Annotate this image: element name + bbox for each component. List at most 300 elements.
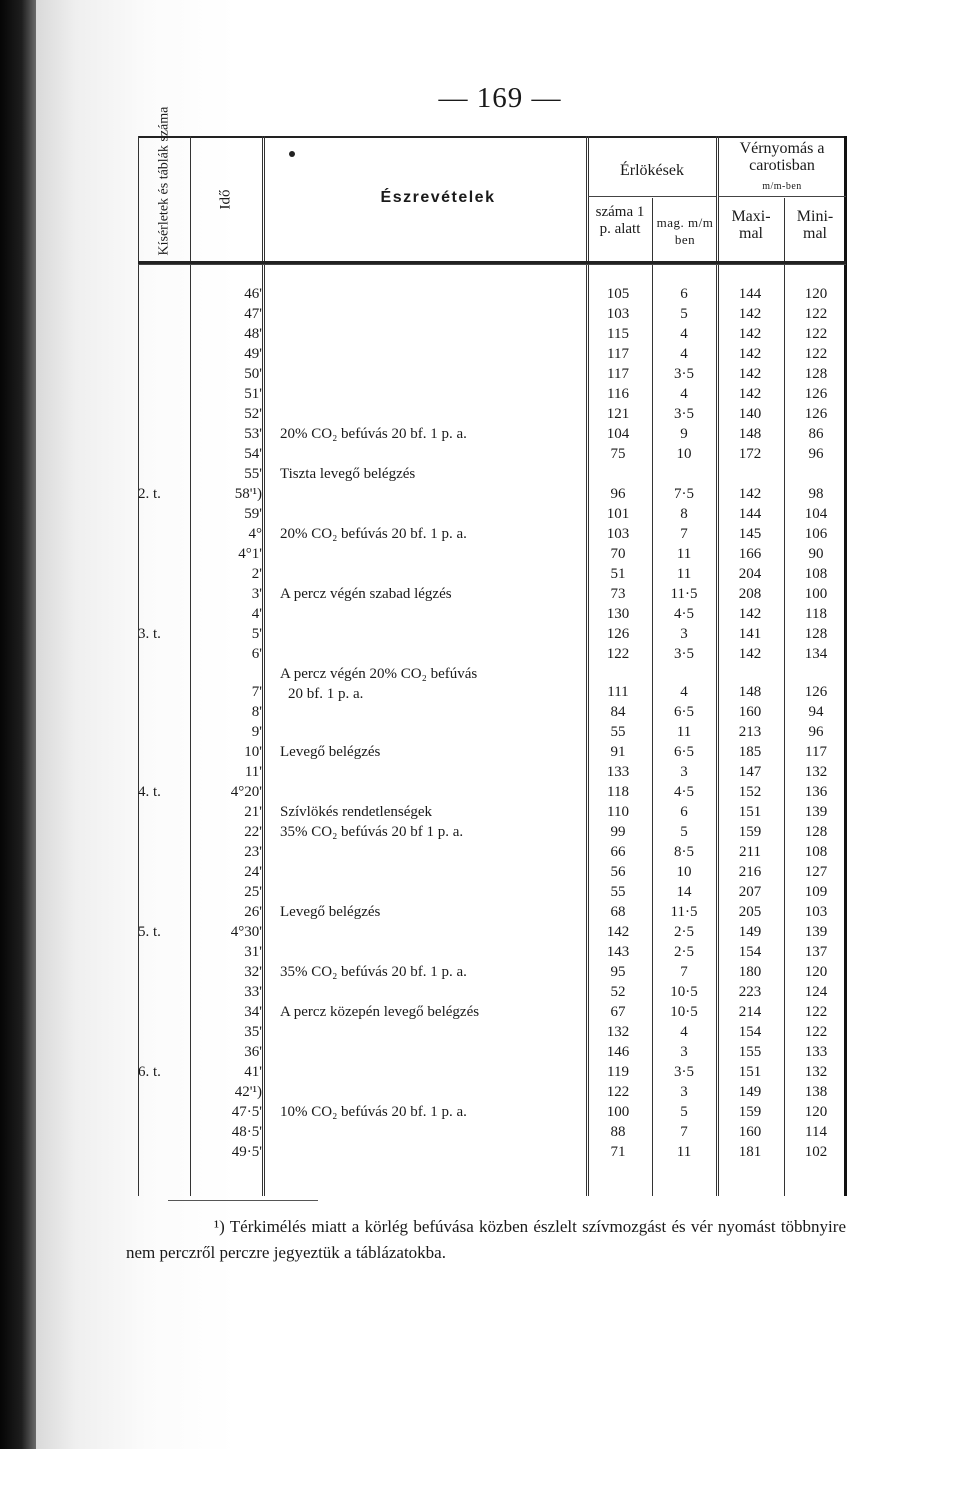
pulse-height-cell <box>656 762 712 782</box>
observation-cell <box>280 742 580 762</box>
time-cell <box>198 584 262 604</box>
pulse-count-cell <box>590 404 646 424</box>
pulse-count-cell-text: 100 <box>606 1104 630 1120</box>
pulse-count-cell <box>590 962 646 982</box>
pulse-count-cell <box>590 982 646 1002</box>
pulse-height-cell-text: 8 <box>680 506 688 522</box>
max-pressure-cell <box>722 882 778 902</box>
pulse-height-cell <box>656 484 712 504</box>
time-cell <box>198 324 262 344</box>
max-pressure-cell-text: 147 <box>738 764 762 780</box>
max-pressure-cell <box>722 384 778 404</box>
max-pressure-cell-text: 149 <box>738 1084 762 1100</box>
time-cell-text: 33' <box>244 984 262 1000</box>
min-pressure-cell <box>788 922 844 942</box>
max-pressure-cell-text: 144 <box>738 506 762 522</box>
pulse-height-cell <box>656 1122 712 1142</box>
min-pressure-cell <box>788 644 844 664</box>
min-pressure-cell <box>788 862 844 882</box>
time-cell <box>198 1122 262 1142</box>
max-pressure-cell-text: 151 <box>738 1064 762 1080</box>
pulse-height-cell-text: 6·5 <box>674 704 694 720</box>
max-pressure-cell <box>722 424 778 444</box>
footnote <box>126 1214 846 1266</box>
time-cell <box>198 702 262 722</box>
pulse-height-cell <box>656 1102 712 1122</box>
max-pressure-cell <box>722 702 778 722</box>
pulse-height-cell-text: 14 <box>676 884 692 900</box>
time-cell <box>198 882 262 902</box>
min-pressure-cell-text: 124 <box>804 984 828 1000</box>
time-cell-text: 4° <box>248 526 262 542</box>
pulse-count-cell <box>590 1122 646 1142</box>
max-pressure-cell-text: 181 <box>738 1144 762 1160</box>
time-cell-text: 48' <box>244 326 262 342</box>
min-pressure-cell <box>788 624 844 644</box>
max-pressure-cell <box>722 762 778 782</box>
max-pressure-cell-text: 145 <box>738 526 762 542</box>
pulse-count-cell <box>590 444 646 464</box>
table-row <box>138 822 846 842</box>
min-pressure-cell <box>788 384 844 404</box>
max-pressure-cell <box>722 842 778 862</box>
observation-cell <box>280 584 580 604</box>
pulse-count-cell <box>590 364 646 384</box>
pulse-height-cell <box>656 644 712 664</box>
pulse-height-cell <box>656 404 712 424</box>
min-pressure-cell-text: 109 <box>804 884 828 900</box>
observation-cell <box>280 464 580 484</box>
pulse-count-cell <box>590 484 646 504</box>
observation-cell-text: Levegő belégzés <box>280 744 381 760</box>
min-pressure-cell <box>788 682 844 702</box>
table-row <box>138 424 846 444</box>
min-pressure-cell <box>788 1002 844 1022</box>
min-pressure-cell-text: 96 <box>808 446 824 462</box>
pulse-count-cell <box>590 682 646 702</box>
min-pressure-cell <box>788 564 844 584</box>
table-row <box>138 1082 846 1102</box>
min-pressure-cell <box>788 982 844 1002</box>
pulse-height-cell-text: 5 <box>680 306 688 322</box>
header-blood-pressure: Vérnyomás a carotisban <box>739 140 825 174</box>
min-pressure-cell <box>788 1102 844 1122</box>
observation-cell-text: A percz végén 20% CO₂ befúvás <box>280 666 478 682</box>
time-cell-text: 4°20' <box>230 784 262 800</box>
min-pressure-cell <box>788 1042 844 1062</box>
time-cell-text: 8' <box>251 704 262 720</box>
min-pressure-cell-text: 94 <box>808 704 824 720</box>
pulse-count-cell-text: 96 <box>610 486 626 502</box>
time-cell <box>198 862 262 882</box>
max-pressure-cell <box>722 544 778 564</box>
pulse-height-cell <box>656 304 712 324</box>
observation-cell <box>280 902 580 922</box>
min-pressure-cell-text: 139 <box>804 804 828 820</box>
pulse-count-cell-text: 132 <box>606 1024 630 1040</box>
observation-cell-text: Tiszta levegő belégzés <box>280 466 416 482</box>
pulse-count-cell-text: 51 <box>610 566 626 582</box>
table-row <box>138 942 846 962</box>
time-cell <box>198 284 262 304</box>
min-pressure-cell-text: 128 <box>804 626 828 642</box>
pulse-height-cell <box>656 942 712 962</box>
pulse-count-cell-text: 122 <box>606 1084 630 1100</box>
table-row <box>138 484 846 504</box>
pulse-height-cell <box>656 742 712 762</box>
pulse-count-cell <box>590 762 646 782</box>
header-minimal: Mini-mal <box>796 208 834 242</box>
observation-cell <box>280 1002 580 1022</box>
max-pressure-cell <box>722 722 778 742</box>
observation-cell <box>280 664 580 704</box>
pulse-height-cell <box>656 1002 712 1022</box>
pulse-count-cell <box>590 524 646 544</box>
min-pressure-cell-text: 103 <box>804 904 828 920</box>
page-number: — 169 — <box>438 82 562 114</box>
observation-cell <box>280 524 580 544</box>
min-pressure-cell <box>788 742 844 762</box>
time-cell <box>198 982 262 1002</box>
min-pressure-cell <box>788 344 844 364</box>
time-cell <box>198 504 262 524</box>
time-cell <box>198 1082 262 1102</box>
table-row <box>138 962 846 982</box>
table-row <box>138 624 846 644</box>
time-cell <box>198 624 262 644</box>
pulse-count-cell-text: 143 <box>606 944 630 960</box>
table-row <box>138 702 846 722</box>
time-cell-text: 7' <box>251 684 262 700</box>
pulse-height-cell-text: 10 <box>676 446 692 462</box>
pulse-height-cell-text: 11 <box>676 724 692 740</box>
table-row <box>138 644 846 664</box>
pulse-height-cell <box>656 384 712 404</box>
max-pressure-cell <box>722 982 778 1002</box>
observation-cell-text: A percz végén szabad légzés <box>280 586 452 602</box>
table-row <box>138 1102 846 1122</box>
table-row <box>138 464 846 484</box>
table-row <box>138 882 846 902</box>
min-pressure-cell-text: 108 <box>804 566 828 582</box>
time-cell-text: 54' <box>244 446 262 462</box>
pulse-height-cell <box>656 364 712 384</box>
max-pressure-cell <box>722 524 778 544</box>
pulse-count-cell-text: 133 <box>606 764 630 780</box>
pulse-count-cell-text: 52 <box>610 984 626 1000</box>
min-pressure-cell <box>788 882 844 902</box>
min-pressure-cell-text: 136 <box>804 784 828 800</box>
experiment-cell-text: 4. t. <box>138 784 161 800</box>
time-cell-text: 4°1' <box>238 546 262 562</box>
observation-cell <box>280 1102 580 1122</box>
table-row <box>138 404 846 424</box>
min-pressure-cell-text: 122 <box>804 306 828 322</box>
min-pressure-cell-text: 102 <box>804 1144 828 1160</box>
observation-cell <box>280 822 580 842</box>
pulse-count-cell-text: 146 <box>606 1044 630 1060</box>
min-pressure-cell <box>788 822 844 842</box>
pulse-height-cell-text: 11 <box>676 1144 692 1160</box>
pulse-height-cell-text: 7 <box>680 526 688 542</box>
max-pressure-cell <box>722 644 778 664</box>
min-pressure-cell <box>788 544 844 564</box>
time-cell-text: 58'¹) <box>234 486 262 502</box>
max-pressure-cell-text: 172 <box>738 446 762 462</box>
pulse-height-cell-text: 11 <box>676 566 692 582</box>
observation-cell-text: 20% CO₂ befúvás 20 bf. 1 p. a. <box>280 426 467 442</box>
time-cell-text: 52' <box>244 406 262 422</box>
table-row <box>138 344 846 364</box>
min-pressure-cell <box>788 504 844 524</box>
max-pressure-cell-text: 207 <box>738 884 762 900</box>
max-pressure-cell-text: 205 <box>738 904 762 920</box>
pulse-count-cell <box>590 1022 646 1042</box>
max-pressure-cell <box>722 504 778 524</box>
pulse-count-cell <box>590 604 646 624</box>
observation-cell <box>280 802 580 822</box>
time-cell <box>198 682 262 702</box>
table-row <box>138 524 846 544</box>
table-row <box>138 922 846 942</box>
pulse-count-cell <box>590 722 646 742</box>
max-pressure-cell-text: 223 <box>738 984 762 1000</box>
table-row <box>138 324 846 344</box>
time-cell-text: 3' <box>251 586 262 602</box>
min-pressure-cell <box>788 1082 844 1102</box>
table-row <box>138 842 846 862</box>
time-cell-text: 25' <box>244 884 262 900</box>
pulse-height-cell <box>656 504 712 524</box>
pulse-count-cell <box>590 324 646 344</box>
min-pressure-cell <box>788 484 844 504</box>
min-pressure-cell <box>788 842 844 862</box>
pulse-height-cell-text: 10 <box>676 864 692 880</box>
pulse-height-cell <box>656 584 712 604</box>
pulse-count-cell-text: 116 <box>607 386 629 402</box>
pulse-height-cell <box>656 624 712 644</box>
min-pressure-cell-text: 139 <box>804 924 828 940</box>
observation-cell-text: Levegő belégzés <box>280 904 381 920</box>
pulse-count-cell-text: 105 <box>606 286 630 302</box>
table-row <box>138 364 846 384</box>
min-pressure-cell-text: 134 <box>804 646 828 662</box>
pulse-count-cell-text: 95 <box>610 964 626 980</box>
pulse-height-cell <box>656 424 712 444</box>
min-pressure-cell-text: 138 <box>804 1084 828 1100</box>
time-cell <box>198 962 262 982</box>
pulse-height-cell <box>656 564 712 584</box>
observation-cell-text: A percz közepén levegő belégzés <box>280 1004 480 1020</box>
table-row <box>138 1022 846 1042</box>
pulse-count-cell <box>590 284 646 304</box>
max-pressure-cell-text: 216 <box>738 864 762 880</box>
pulse-count-cell-text: 66 <box>610 844 626 860</box>
header-bottom-rule <box>138 261 846 265</box>
pulse-height-cell-text: 3·5 <box>674 646 694 662</box>
max-pressure-cell-text: 159 <box>738 824 762 840</box>
pulse-count-cell-text: 88 <box>610 1124 626 1140</box>
time-cell-text: 36' <box>244 1044 262 1060</box>
time-cell <box>198 1002 262 1022</box>
experiment-cell-text: 6. t. <box>138 1064 161 1080</box>
min-pressure-cell-text: 128 <box>804 366 828 382</box>
min-pressure-cell <box>788 942 844 962</box>
time-cell-text: 50' <box>244 366 262 382</box>
max-pressure-cell-text: 214 <box>738 1004 762 1020</box>
max-pressure-cell-text: 154 <box>738 944 762 960</box>
max-pressure-cell-text: 159 <box>738 1104 762 1120</box>
pulse-count-cell <box>590 922 646 942</box>
footnote-text: Térkimélés miatt a körlég befúvása közben észlelt szívmozgást és vér nyomást többnyire nem perczről perczre jegyeztük a táblázatokba. <box>126 1217 846 1262</box>
max-pressure-cell-text: 166 <box>738 546 762 562</box>
max-pressure-cell-text: 142 <box>738 366 762 382</box>
pulse-count-cell <box>590 384 646 404</box>
max-pressure-cell-text: 154 <box>738 1024 762 1040</box>
time-cell <box>198 424 262 444</box>
max-pressure-cell <box>722 682 778 702</box>
header-sub-rule <box>588 196 716 197</box>
header-pressure-unit: m/m-ben <box>762 181 802 192</box>
pulse-count-cell <box>590 424 646 444</box>
pulse-height-cell-text: 4·5 <box>674 784 694 800</box>
observation-cell-text: 10% CO₂ befúvás 20 bf. 1 p. a. <box>280 1104 467 1120</box>
min-pressure-cell <box>788 1022 844 1042</box>
time-cell-text: 9' <box>251 724 262 740</box>
time-cell <box>198 344 262 364</box>
time-cell-text: 49' <box>244 346 262 362</box>
time-cell-text: 24' <box>244 864 262 880</box>
min-pressure-cell <box>788 762 844 782</box>
time-cell-text: 53' <box>244 426 262 442</box>
table-row <box>138 782 846 802</box>
observation-cell <box>280 962 580 982</box>
header-maximal: Maxi-mal <box>731 208 771 242</box>
min-pressure-cell-text: 114 <box>805 1124 827 1140</box>
pulse-count-cell-text: 55 <box>610 724 626 740</box>
max-pressure-cell <box>722 604 778 624</box>
table-row <box>138 504 846 524</box>
max-pressure-cell <box>722 404 778 424</box>
pulse-height-cell <box>656 444 712 464</box>
pulse-count-cell <box>590 304 646 324</box>
min-pressure-cell <box>788 902 844 922</box>
max-pressure-cell <box>722 1042 778 1062</box>
min-pressure-cell-text: 122 <box>804 326 828 342</box>
min-pressure-cell <box>788 404 844 424</box>
min-pressure-cell-text: 133 <box>804 1044 828 1060</box>
min-pressure-cell-text: 96 <box>808 724 824 740</box>
time-cell <box>198 444 262 464</box>
max-pressure-cell <box>722 742 778 762</box>
pulse-count-cell <box>590 504 646 524</box>
pulse-height-cell-text: 6 <box>680 804 688 820</box>
pulse-height-cell <box>656 1142 712 1162</box>
time-cell-text: 46' <box>244 286 262 302</box>
time-cell-text: 51' <box>244 386 262 402</box>
pulse-height-cell <box>656 1042 712 1062</box>
pulse-count-cell <box>590 942 646 962</box>
time-cell-text: 6' <box>251 646 262 662</box>
pulse-height-cell <box>656 344 712 364</box>
pulse-height-cell <box>656 802 712 822</box>
time-cell <box>198 1042 262 1062</box>
time-cell <box>198 742 262 762</box>
max-pressure-cell <box>722 1142 778 1162</box>
pulse-count-cell <box>590 1102 646 1122</box>
pulse-count-cell <box>590 624 646 644</box>
pulse-height-cell-text: 7 <box>680 964 688 980</box>
min-pressure-cell-text: 137 <box>804 944 828 960</box>
time-cell <box>198 782 262 802</box>
time-cell <box>198 304 262 324</box>
table-row <box>138 1002 846 1022</box>
max-pressure-cell-text: 160 <box>738 704 762 720</box>
table-row <box>138 664 846 702</box>
observation-cell <box>280 424 580 444</box>
min-pressure-cell <box>788 1062 844 1082</box>
pulse-height-cell-text: 4 <box>680 326 688 342</box>
max-pressure-cell-text: 141 <box>738 626 762 642</box>
time-cell <box>198 544 262 564</box>
pulse-count-cell-text: 71 <box>610 1144 626 1160</box>
time-cell <box>198 922 262 942</box>
min-pressure-cell-text: 132 <box>804 764 828 780</box>
time-cell-text: 4°30' <box>230 924 262 940</box>
pulse-count-cell <box>590 1062 646 1082</box>
pulse-count-cell <box>590 564 646 584</box>
time-cell-text: 48·5' <box>231 1124 262 1140</box>
pulse-height-cell <box>656 842 712 862</box>
pulse-count-cell-text: 110 <box>607 804 629 820</box>
header-pulses: Érlökések <box>620 162 684 179</box>
pulse-height-cell-text: 3·5 <box>674 1064 694 1080</box>
min-pressure-cell <box>788 424 844 444</box>
max-pressure-cell <box>722 802 778 822</box>
max-pressure-cell-text: 204 <box>738 566 762 582</box>
max-pressure-cell <box>722 862 778 882</box>
table-row <box>138 444 846 464</box>
min-pressure-cell <box>788 444 844 464</box>
min-pressure-cell <box>788 782 844 802</box>
max-pressure-cell-text: 149 <box>738 924 762 940</box>
pulse-count-cell <box>590 702 646 722</box>
time-cell-text: 42'¹) <box>234 1084 262 1100</box>
pulse-height-cell <box>656 324 712 344</box>
footnote-rule <box>168 1200 318 1201</box>
pulse-count-cell <box>590 862 646 882</box>
table-row <box>138 384 846 404</box>
max-pressure-cell-text: 148 <box>738 684 762 700</box>
time-cell-text: 32' <box>244 964 262 980</box>
min-pressure-cell-text: 100 <box>804 586 828 602</box>
pulse-height-cell-text: 4·5 <box>674 606 694 622</box>
max-pressure-cell <box>722 344 778 364</box>
min-pressure-cell-text: 128 <box>804 824 828 840</box>
min-pressure-cell <box>788 284 844 304</box>
table-row <box>138 284 846 304</box>
pulse-height-cell <box>656 604 712 624</box>
pulse-height-cell-text: 3 <box>680 626 688 642</box>
min-pressure-cell-text: 127 <box>804 864 828 880</box>
max-pressure-cell <box>722 962 778 982</box>
min-pressure-cell-text: 126 <box>804 386 828 402</box>
table-row <box>138 802 846 822</box>
max-pressure-cell-text: 155 <box>738 1044 762 1060</box>
pulse-height-cell-text: 4 <box>680 346 688 362</box>
header-time: Idő <box>217 189 234 210</box>
max-pressure-cell-text: 213 <box>738 724 762 740</box>
